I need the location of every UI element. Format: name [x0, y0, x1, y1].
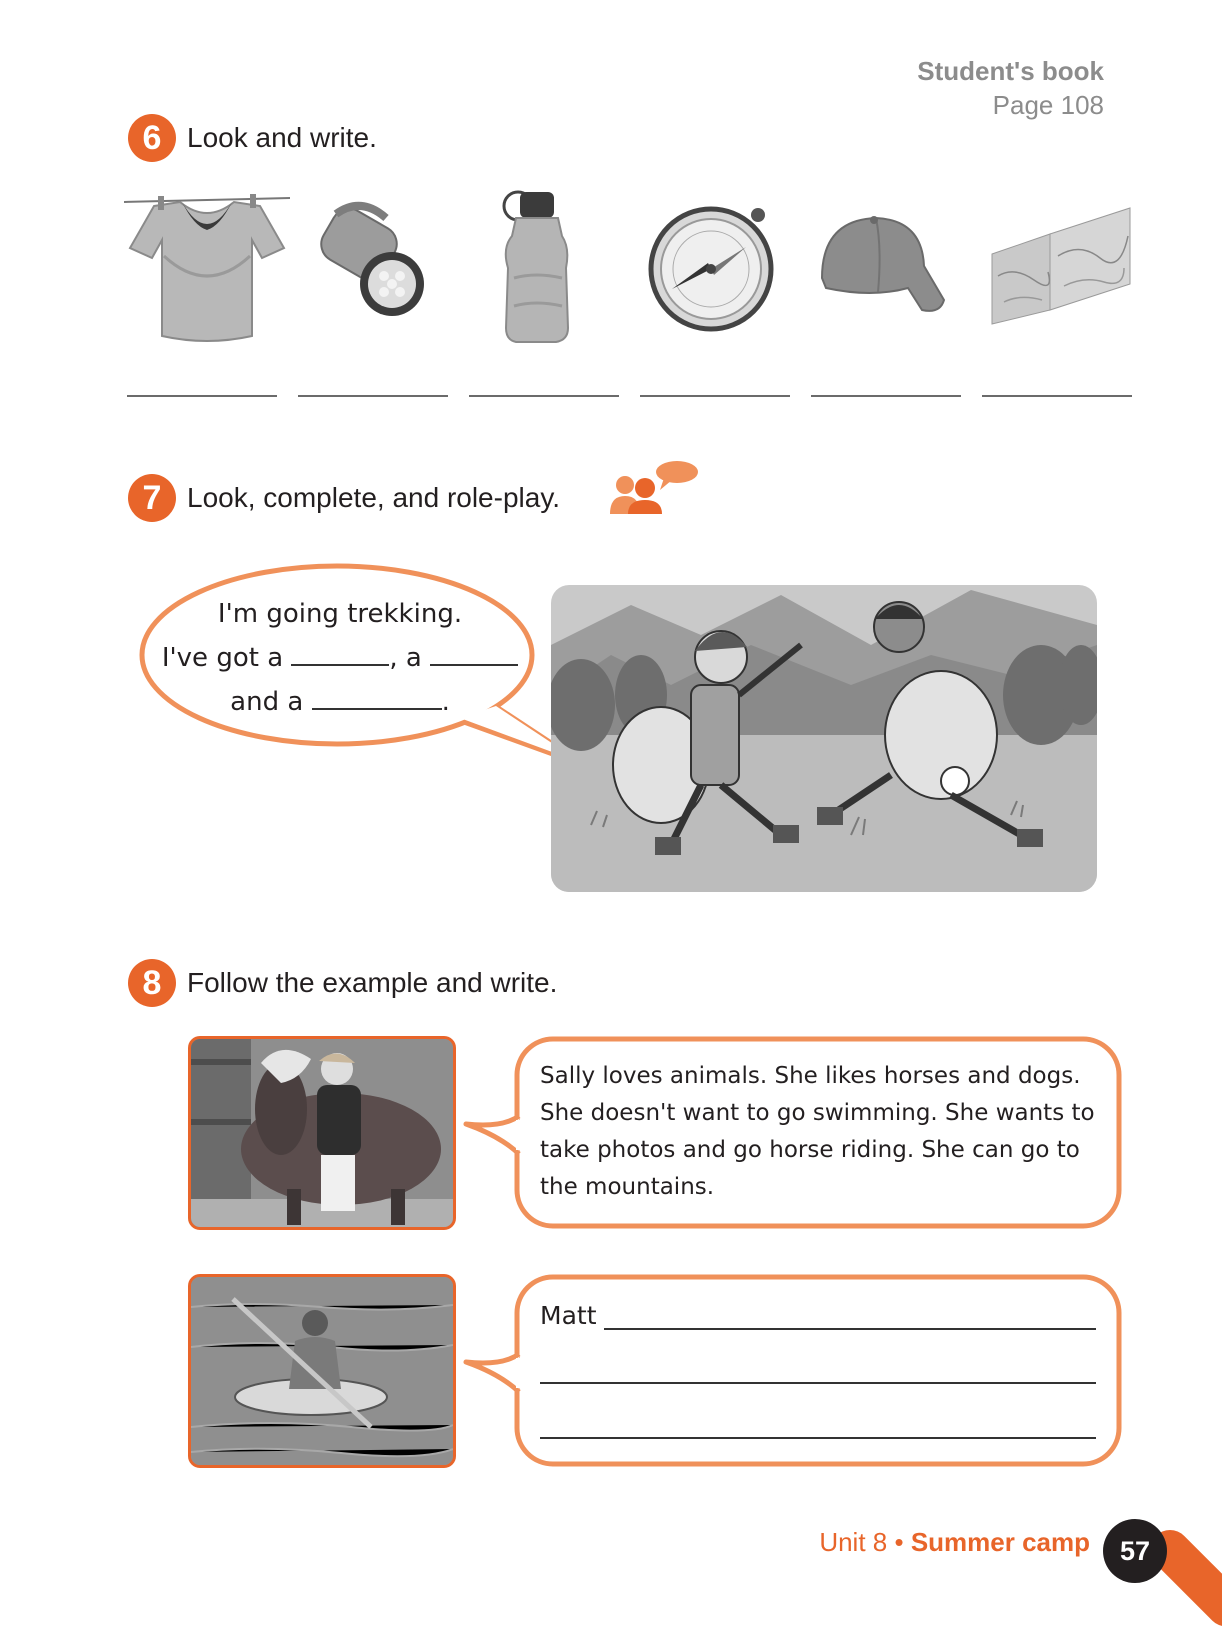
exercise-7-number: 7: [128, 474, 176, 522]
answer-line-4[interactable]: [640, 395, 790, 397]
page-label: Page 108: [992, 90, 1104, 120]
answer-line-6[interactable]: [982, 395, 1132, 397]
unit-title: Summer camp: [910, 1527, 1090, 1557]
photo-girl-with-horse: [188, 1036, 456, 1230]
write-line-2[interactable]: [540, 1382, 1096, 1384]
bubble-line-3: and a .: [230, 687, 450, 717]
role-play-icon: [608, 458, 700, 514]
bubble-text: [140, 592, 540, 724]
answer-line-2[interactable]: [298, 395, 448, 397]
unit-footer: [819, 1527, 1090, 1558]
answer-start-label: Matt: [540, 1301, 597, 1330]
write-line-1[interactable]: [604, 1328, 1096, 1330]
exercise-7-title: Look, complete, and role-play.: [187, 482, 561, 513]
torch-icon: [306, 196, 436, 326]
bubble-line-1: I'm going trekking.: [217, 599, 463, 629]
exercise-8-number: 8: [128, 959, 176, 1007]
cap-icon: [812, 208, 952, 328]
blank-2[interactable]: [430, 664, 518, 666]
write-line-3[interactable]: [540, 1437, 1096, 1439]
photo-boy-in-kayak: [188, 1274, 456, 1468]
answer-line-1[interactable]: [127, 395, 277, 397]
water-bottle-icon: [500, 188, 572, 348]
exercise-6-number: 6: [128, 114, 176, 162]
exercise-8-title: Follow the example and write.: [187, 967, 558, 998]
shirt-icon: [124, 186, 290, 352]
trekking-illustration: [551, 585, 1097, 892]
answer-line-3[interactable]: [469, 395, 619, 397]
book-label: Student's book: [917, 56, 1104, 86]
unit-label: Unit 8: [819, 1527, 888, 1557]
example-text: Sally loves animals. She likes horses and dogs. She doesn't want to go swimming. She wants to take photos and go horse riding. She can go to the mountains.: [540, 1063, 1095, 1200]
unit-bullet: •: [894, 1527, 904, 1557]
bubble-line-2: I've got a , a: [140, 636, 540, 680]
compass-icon: [646, 203, 776, 333]
answer-line-5[interactable]: [811, 395, 961, 397]
page-number: 57: [1103, 1519, 1167, 1583]
exercise-6-title: Look and write.: [187, 122, 377, 153]
map-icon: [984, 206, 1134, 326]
blank-1[interactable]: [291, 664, 389, 666]
student-book-reference: [917, 54, 1104, 122]
blank-3[interactable]: [312, 708, 442, 710]
